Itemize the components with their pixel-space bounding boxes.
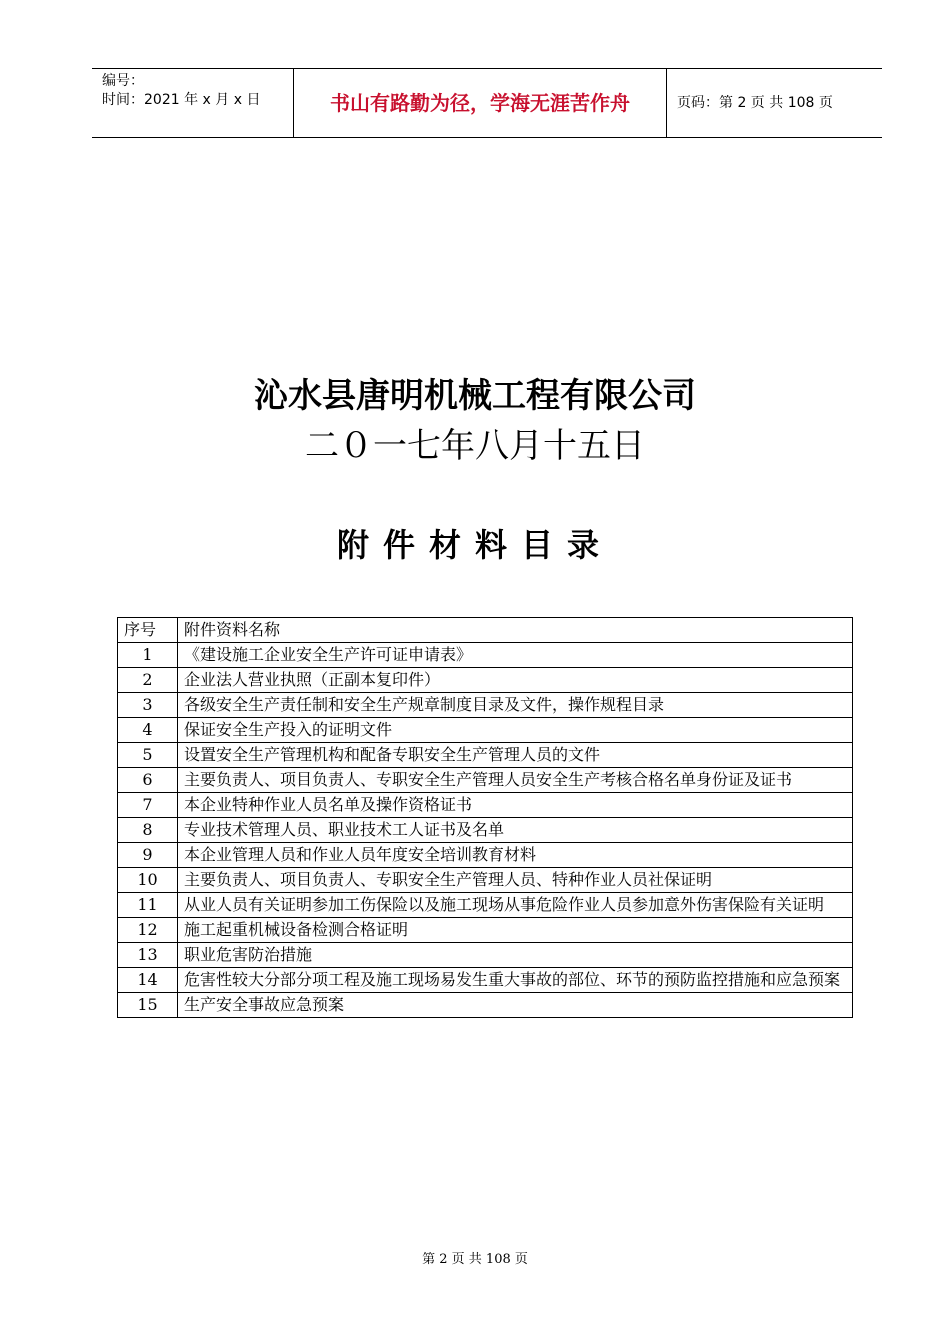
row-attachment-name: 危害性较大分部分项工程及施工现场易发生重大事故的部位、环节的预防监控措施和应急预案	[178, 968, 853, 993]
row-serial: 5	[118, 743, 178, 768]
table-row	[118, 818, 853, 843]
row-attachment-name: 各级安全生产责任制和安全生产规章制度目录及文件，操作规程目录	[178, 693, 853, 718]
row-serial: 8	[118, 818, 178, 843]
table-row	[118, 968, 853, 993]
table-row	[118, 743, 853, 768]
document-time-label: 时间：2021 年 x 月 x 日	[102, 92, 261, 108]
row-serial: 13	[118, 943, 178, 968]
document-number-label: 编号：	[102, 73, 144, 89]
table-row	[118, 868, 853, 893]
header-serial: 序号	[118, 618, 178, 643]
header-slogan: 书山有路勤为径，学海无涯苦作舟	[330, 91, 630, 115]
table-row	[118, 993, 853, 1018]
document-date: 二０一七年八月十五日	[305, 426, 645, 466]
row-serial: 4	[118, 718, 178, 743]
row-serial: 9	[118, 843, 178, 868]
row-attachment-name: 设置安全生产管理机构和配备专职安全生产管理人员的文件	[178, 743, 853, 768]
row-attachment-name: 主要负责人、项目负责人、专职安全生产管理人员安全生产考核合格名单身份证及证书	[178, 768, 853, 793]
table-row	[118, 793, 853, 818]
table-row	[118, 693, 853, 718]
row-attachment-name: 职业危害防治措施	[178, 943, 853, 968]
row-attachment-name: 企业法人营业执照（正副本复印件）	[178, 668, 853, 693]
row-serial: 12	[118, 918, 178, 943]
row-attachment-name: 从业人员有关证明参加工伤保险以及施工现场从事危险作业人员参加意外伤害保险有关证明	[178, 893, 853, 918]
row-attachment-name: 主要负责人、项目负责人、专职安全生产管理人员、特种作业人员社保证明	[178, 868, 853, 893]
row-attachment-name: 专业技术管理人员、职业技术工人证书及名单	[178, 818, 853, 843]
table-row	[118, 918, 853, 943]
row-attachment-name: 保证安全生产投入的证明文件	[178, 718, 853, 743]
header-slogan-cell	[294, 69, 667, 137]
row-serial: 6	[118, 768, 178, 793]
row-attachment-name: 《建设施工企业安全生产许可证申请表》	[178, 643, 853, 668]
header-meta-cell	[92, 69, 294, 137]
row-attachment-name: 生产安全事故应急预案	[178, 993, 853, 1018]
row-attachment-name: 本企业管理人员和作业人员年度安全培训教育材料	[178, 843, 853, 868]
table-row	[118, 718, 853, 743]
table-row	[118, 768, 853, 793]
page-header	[92, 68, 882, 138]
attachment-list-heading: 附件材料目录	[336, 526, 613, 564]
header-page-info: 页码：第 2 页 共 108 页	[677, 95, 833, 111]
company-name: 沁水县唐明机械工程有限公司	[254, 376, 696, 416]
row-attachment-name: 施工起重机械设备检测合格证明	[178, 918, 853, 943]
table-row	[118, 893, 853, 918]
header-page-cell	[667, 69, 882, 137]
row-serial: 15	[118, 993, 178, 1018]
row-serial: 2	[118, 668, 178, 693]
row-serial: 7	[118, 793, 178, 818]
header-name: 附件资料名称	[178, 618, 853, 643]
table-header-row	[118, 618, 853, 643]
row-serial: 3	[118, 693, 178, 718]
row-attachment-name: 本企业特种作业人员名单及操作资格证书	[178, 793, 853, 818]
row-serial: 14	[118, 968, 178, 993]
row-serial: 10	[118, 868, 178, 893]
table-row	[118, 943, 853, 968]
table-row	[118, 643, 853, 668]
table-row	[118, 843, 853, 868]
attachment-table	[117, 617, 853, 1018]
row-serial: 1	[118, 643, 178, 668]
table-row	[118, 668, 853, 693]
row-serial: 11	[118, 893, 178, 918]
page-footer: 第 2 页 共 108 页	[422, 1252, 528, 1267]
